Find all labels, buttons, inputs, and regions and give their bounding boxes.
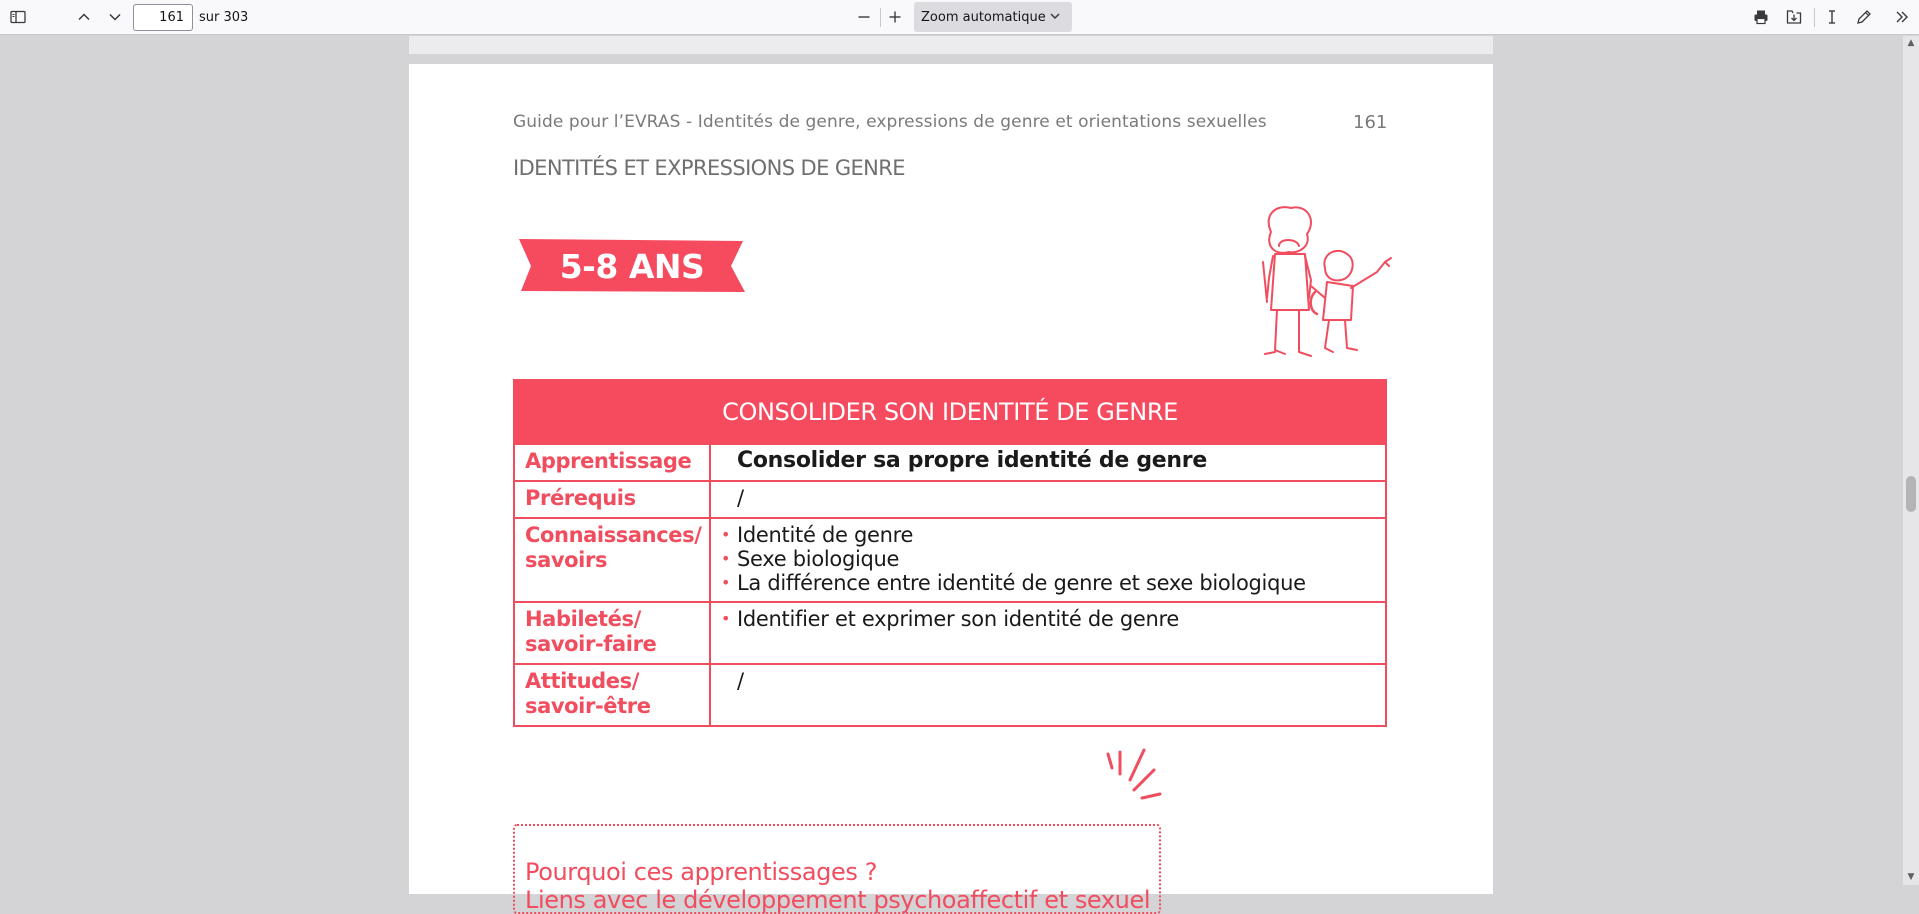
previous-page-edge [409,36,1493,54]
scroll-thumb[interactable] [1906,476,1916,512]
competency-table [513,379,1387,727]
chevron-down-icon [1048,9,1062,23]
scroll-down-icon[interactable]: ▼ [1907,872,1915,882]
pen-icon[interactable] [1850,4,1878,30]
row-label: Apprentissage [515,445,711,480]
row-value: / [737,669,744,693]
zoom-in-icon[interactable] [881,4,909,30]
zoom-out-icon[interactable] [850,4,878,30]
bullet-list [721,607,1377,631]
bullet-list [721,523,1377,595]
pdf-page [409,64,1493,914]
table-row-prerequis [515,480,1385,517]
vertical-scrollbar[interactable] [1903,36,1919,885]
table-row-connaissances [515,517,1385,601]
arrow-down-icon[interactable] [101,4,129,30]
table-row-habiletes [515,601,1385,663]
zoom-select[interactable] [914,2,1072,32]
row-value: Consolider sa propre identité de genre [737,448,1207,473]
arrow-up-icon[interactable] [70,4,98,30]
children-illustration [1249,202,1404,366]
list-item: • Identité de genre [721,523,1377,547]
sparkle-icon [1098,748,1170,808]
table-row-attitudes [515,663,1385,725]
row-label: Habiletés/ savoir-faire [515,603,711,663]
pdf-toolbar [0,0,1919,35]
download-icon[interactable] [1780,4,1808,30]
age-banner-label: 5-8 ANS [559,246,705,286]
row-value [711,603,1385,663]
page-count-label: sur 303 [199,10,249,25]
list-item: • Identifier et exprimer son identité de genre [721,607,1377,631]
why-learning-title: Pourquoi ces apprentissages ? [525,858,878,886]
row-label: Prérequis [515,482,711,517]
row-value: / [737,486,744,510]
running-title: Guide pour l’EVRAS - Identités de genre, expressions de genre et orientations sexuelles [513,112,1267,132]
list-item: • La différence entre identité de genre et sexe biologique [721,571,1377,595]
sidebar-toggle-icon[interactable] [4,4,32,30]
print-icon[interactable] [1747,4,1775,30]
page-number-input[interactable] [133,4,193,31]
toolbar-separator [1814,8,1815,27]
list-item: • Sexe biologique [721,547,1377,571]
page-number: 161 [1353,112,1388,133]
table-row-apprentissage [515,443,1385,480]
row-value [711,519,1385,601]
zoom-select-value: Zoom automatique [921,9,1046,25]
row-label: Attitudes/ savoir-être [515,665,711,725]
why-learning-subtitle: Liens avec le développement psychoaffectif et sexuel [525,886,1151,914]
why-learning-box [513,824,1161,914]
scroll-up-icon[interactable]: ▲ [1907,38,1915,48]
row-label: Connaissances/ savoirs [515,519,711,601]
section-title: IDENTITÉS ET EXPRESSIONS DE GENRE [513,156,905,180]
text-cursor-icon[interactable] [1818,4,1846,30]
table-header: CONSOLIDER SON IDENTITÉ DE GENRE [515,381,1385,443]
double-chevron-right-icon[interactable] [1888,4,1916,30]
